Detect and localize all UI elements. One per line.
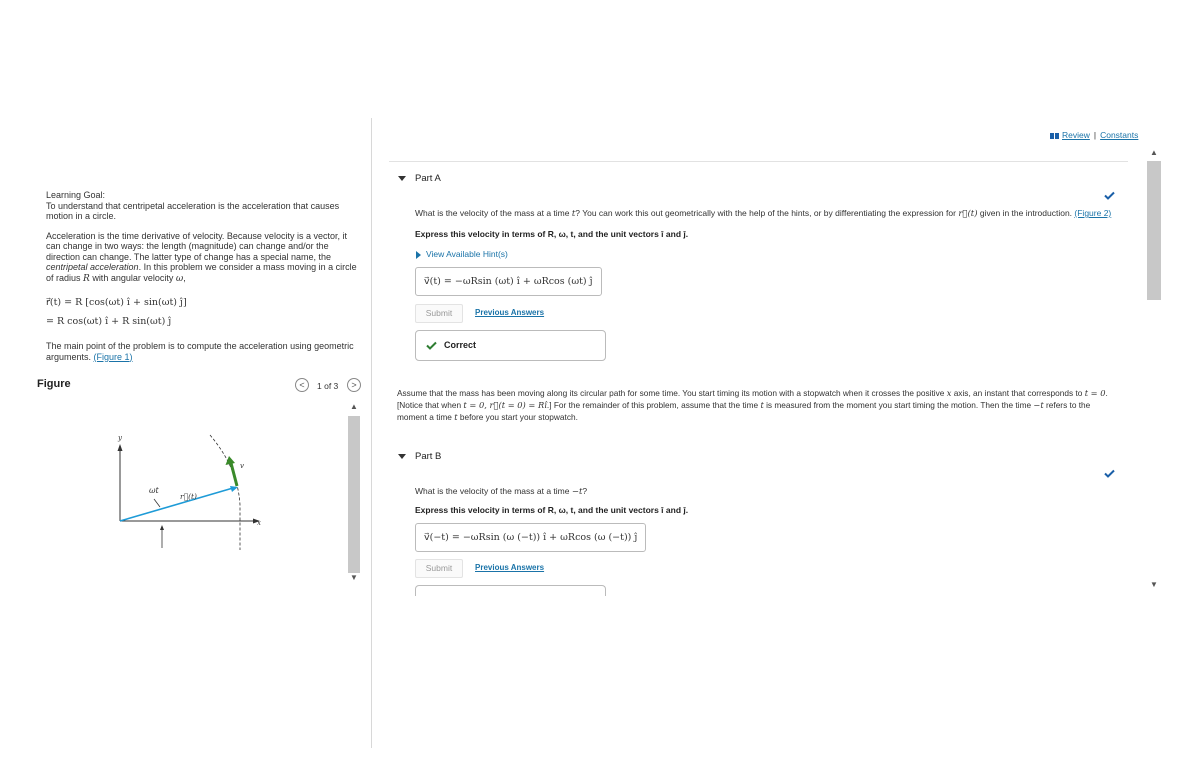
position-symbol: r⃗(t): [958, 209, 978, 219]
assume-paragraph: [397, 387, 1115, 423]
velocity-label: v: [240, 462, 244, 470]
intro-emphasis: centripetal acceleration: [46, 262, 139, 272]
part-b-submit-button[interactable]: Submit: [415, 559, 463, 578]
assume-text: . [Notice that when: [397, 388, 1108, 410]
assume-text: Assume that the mass has been moving along its circular path for some time. You start timing its motion with a stopwatch when it crosses the positive: [397, 388, 947, 398]
assume-text: is measured from the moment you start timing the motion. Then the time: [763, 400, 1034, 410]
assume-text: .] For the remainder of this problem, assume that the time: [546, 400, 761, 410]
link-separator: |: [1093, 130, 1097, 140]
time-symbol: t: [760, 400, 764, 410]
angle-pointer: [154, 499, 160, 507]
time-symbol: t: [454, 412, 458, 422]
position-equation: [46, 293, 358, 331]
correct-feedback: [415, 330, 606, 361]
scroll-up-icon[interactable]: ▲: [1150, 148, 1158, 157]
y-axis-label: y: [118, 434, 122, 442]
radius-vector: [120, 488, 233, 521]
correct-check-icon: [426, 341, 437, 350]
part-b-instruction: Express this velocity in terms of R, ω, t, and the unit vectors î and ĵ.: [415, 505, 689, 515]
figure-title: Figure: [37, 378, 71, 390]
part-b-title: Part B: [415, 451, 442, 462]
velocity-arrow: [231, 463, 237, 486]
assume-text: before you start your stopwatch.: [457, 412, 578, 422]
main-point-paragraph: [46, 341, 358, 362]
part-b-feedback-box: [415, 585, 606, 596]
intro-text: with angular velocity: [89, 272, 176, 283]
review-link[interactable]: Review: [1062, 130, 1090, 140]
check-icon: [1104, 469, 1115, 478]
initial-position-equation: t = 0, r⃗(t = 0) = Rî: [463, 400, 547, 410]
figure-1-link[interactable]: (Figure 1): [93, 351, 133, 362]
equation-line-2: = R cos(ωt) î + R sin(ωt) ĵ: [46, 316, 172, 327]
chevron-right-icon[interactable]: >: [347, 378, 361, 392]
intro-pane: [0, 0, 371, 777]
scroll-up-icon[interactable]: ▲: [350, 402, 358, 411]
caret-right-icon: [416, 251, 421, 259]
caret-down-icon: [398, 176, 406, 181]
part-a-question: [415, 208, 1111, 219]
radius-symbol: R: [83, 273, 90, 284]
intro-text: Acceleration is the time derivative of velocity. Because velocity is a vector, it can change in two ways: the length (magnitude) can change and/or the direction can change. The latter type of change has a special name, the: [46, 230, 347, 262]
constants-link[interactable]: Constants: [1100, 130, 1139, 140]
answer-lhs: v⃗(−t) =: [424, 532, 460, 543]
part-b-question: [415, 486, 587, 497]
learning-goal: [46, 190, 358, 371]
figure-header: [37, 377, 364, 395]
assume-text: refers to the moment a time: [397, 400, 1091, 422]
top-links: [1050, 130, 1138, 140]
figure-counter: 1 of 3: [317, 381, 339, 391]
x-symbol: x: [946, 388, 952, 398]
part-b-previous-answers-link[interactable]: Previous Answers: [475, 563, 545, 572]
question-text: ? You can work this out geometrically with the help of the hints, or by differentiating the expression for: [575, 208, 959, 218]
main-point-text: The main point of the problem is to compute the acceleration using geometric arguments.: [46, 341, 354, 362]
answer-value: −ωRsin (ωt) î + ωRcos (ωt) ĵ: [454, 276, 593, 287]
pane-divider[interactable]: [371, 118, 372, 748]
book-icon: [1050, 133, 1059, 139]
question-text: given in the introduction.: [977, 208, 1075, 218]
time-symbol: t: [571, 209, 576, 219]
circular-path: [210, 435, 240, 550]
answer-lhs: v⃗(t) =: [424, 276, 452, 287]
main-scrollbar[interactable]: [1146, 146, 1162, 596]
x-axis-label: x: [257, 519, 261, 527]
y-axis-arrow: [118, 444, 123, 451]
part-b-answer-field[interactable]: [415, 523, 646, 552]
part-a-submit-button[interactable]: Submit: [415, 304, 463, 323]
radius-label: r⃗(t): [180, 492, 197, 501]
header-divider: [389, 161, 1128, 162]
angle-label: ωt: [149, 486, 159, 495]
part-a-answer-field[interactable]: [415, 267, 602, 296]
caret-down-icon: [398, 454, 406, 459]
omega-symbol: ω: [175, 273, 184, 284]
figure-scroll-thumb[interactable]: [348, 416, 360, 573]
part-a-title: Part A: [415, 173, 441, 184]
circular-motion-figure: [90, 430, 290, 570]
question-text: What is the velocity of the mass at a time: [415, 486, 572, 496]
t-zero-equation: t = 0: [1084, 388, 1106, 398]
answer-value: −ωRsin (ω (−t)) î + ωRcos (ω (−t)) ĵ: [462, 532, 638, 543]
main-scroll-thumb[interactable]: [1147, 161, 1161, 300]
figure-scrollbar[interactable]: [346, 402, 360, 588]
part-a-header[interactable]: [398, 173, 441, 184]
question-text: ?: [582, 486, 588, 496]
equation-line-1: r⃗(t) = R [cos(ωt) î + sin(ωt) ĵ]: [46, 297, 187, 308]
velocity-arrowhead: [226, 456, 236, 465]
scroll-down-icon[interactable]: ▼: [1150, 580, 1158, 589]
marker-arrowhead: [160, 525, 164, 530]
part-a-instruction: Express this velocity in terms of R, ω, t, and the unit vectors î and ĵ.: [415, 229, 689, 239]
goal-title: Learning Goal:: [46, 190, 106, 200]
correct-label: Correct: [444, 340, 477, 350]
part-b-header[interactable]: [398, 451, 441, 462]
intro-text: ,: [183, 272, 186, 283]
negative-time-symbol: −t: [1033, 400, 1044, 410]
negative-time-symbol: −t: [571, 487, 583, 497]
chevron-left-icon[interactable]: <: [295, 378, 309, 392]
assume-text: axis, an instant that corresponds to: [951, 388, 1085, 398]
scroll-down-icon[interactable]: ▼: [350, 573, 358, 582]
hint-label: View Available Hint(s): [426, 249, 508, 259]
intro-text: . In this problem we consider a mass moving in a circle of radius: [46, 262, 357, 283]
goal-text: To understand that centripetal acceleration is the acceleration that causes motion in a circle.: [46, 200, 340, 221]
view-hints-link[interactable]: [416, 249, 508, 259]
intro-paragraph: [46, 231, 358, 285]
radius-arrowhead: [230, 486, 238, 492]
figure-2-link[interactable]: (Figure 2): [1074, 208, 1112, 218]
check-icon: [1104, 191, 1115, 200]
part-a-previous-answers-link[interactable]: Previous Answers: [475, 308, 545, 317]
question-text: What is the velocity of the mass at a time: [415, 208, 572, 218]
